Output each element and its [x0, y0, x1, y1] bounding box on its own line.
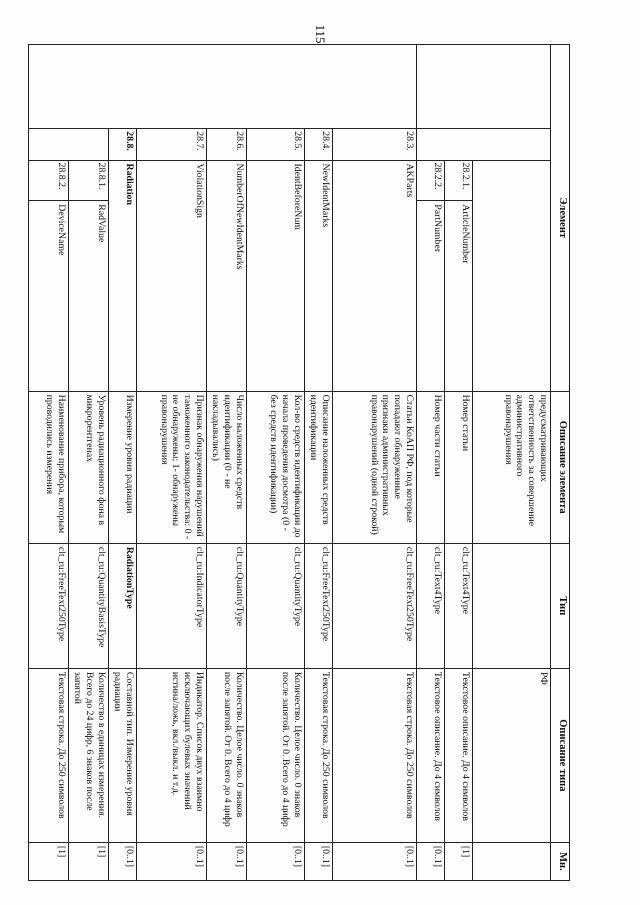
description-cell: Число наложенных средств идентификации (0 - не накладывались): [207, 391, 247, 543]
type-description-cell: Количество в единицах измерения. Всего до 24 цифр, 6 знаков после запятой: [69, 668, 109, 842]
table-row: [109, 45, 137, 881]
description-cell: Статьи КоАП РФ, под которые попадают обнаруженные признаки административных правонарушений (одной строкой): [333, 391, 417, 543]
type-cell: clt_ru:Text4Type: [445, 543, 473, 668]
element-name: PartNumber: [417, 201, 445, 391]
type-cell: clt_ru:QuantityType: [207, 543, 247, 668]
table-row: [445, 45, 473, 881]
element-name: NewIdentMarks: [305, 160, 333, 391]
multiplicity-cell: [0..1]: [137, 842, 207, 880]
page-number: 115: [313, 24, 328, 44]
type-description-cell: Текстовая строка. До 250 символов: [333, 668, 417, 842]
type-cell: clt_ru:QuantityBasisType: [69, 543, 109, 668]
element-number: 28.2.1.: [445, 160, 473, 201]
element-number: 28.2.2.: [417, 160, 445, 201]
element-name: AKParts: [333, 160, 417, 391]
type-description-cell: Текстовое описание. До 4 символов: [445, 668, 473, 842]
multiplicity-cell: [0..1]: [333, 842, 417, 880]
indent-cell: [417, 129, 551, 160]
description-cell: предусматривающих ответственность за совершение административного правонарушения: [473, 391, 551, 543]
type-cell: clt_ru:IndicatorType: [137, 543, 207, 668]
type-description-cell: Количество. Целое число. 0 знаков после запятой. От 0. Всего до 4 цифр: [207, 668, 247, 842]
element-number: 28.5.: [247, 129, 305, 160]
rotated-table-wrapper: [45, 44, 570, 881]
table-row: [29, 45, 69, 881]
description-cell: Измерение уровня радиации: [109, 391, 137, 543]
table-row: [473, 45, 551, 881]
table-row: [305, 45, 333, 881]
type-description-cell: Количество. Целое число. 0 знаков после запятой. От 0. Всего до 4 цифр: [247, 668, 305, 842]
type-cell: [473, 543, 551, 668]
table-row: [333, 45, 417, 881]
type-description-cell: Индикатор. Список двух взаимно исключающих булевых значений истина/ложь, вкл./выкл. и т.д.: [137, 668, 207, 842]
indent-cell: [29, 45, 417, 129]
element-name: RadValue: [69, 201, 109, 391]
description-cell: Наименование прибора, которым проводились измерения: [29, 391, 69, 543]
header-type: Тип: [551, 543, 570, 668]
element-name: DeviceName: [29, 201, 69, 391]
table-header-row: [551, 45, 570, 881]
header-multiplicity: Мн.: [551, 842, 570, 880]
indent-cell: [29, 129, 109, 160]
type-description-cell: Текстовая строка. До 250 символов: [29, 668, 69, 842]
element-name: ArticleNumber: [445, 201, 473, 391]
table-row: [69, 45, 109, 881]
indent-cell: [417, 45, 551, 129]
description-cell: Признак обнаружения нарушений таможенного законодательства: 0 - не обнаружены; 1- обнаружены правонарушения: [137, 391, 207, 543]
element-number: 28.6.: [207, 129, 247, 160]
element-number: 28.3.: [333, 129, 417, 160]
type-description-cell: Текстовая строка. До 250 символов: [305, 668, 333, 842]
multiplicity-cell: [0..1]: [207, 842, 247, 880]
multiplicity-cell: [0..1]: [305, 842, 333, 880]
type-cell: clt_ru:FreeText250Type: [333, 543, 417, 668]
type-description-cell: Текстовое описание. До 4 символов: [417, 668, 445, 842]
element-number: 28.8.: [109, 129, 137, 160]
multiplicity-cell: [0..1]: [109, 842, 137, 880]
description-cell: Уровень радиационного фона в микрорентгенах: [69, 391, 109, 543]
type-description-cell: РФ: [473, 668, 551, 842]
description-cell: Номер статьи: [445, 391, 473, 543]
element-number: 28.8.2.: [29, 160, 69, 201]
element-name: ViolationSign: [137, 160, 207, 391]
multiplicity-cell: [1]: [29, 842, 69, 880]
table-row: [137, 45, 207, 881]
type-cell: clt_ru:Text4Type: [417, 543, 445, 668]
table-row: [207, 45, 247, 881]
multiplicity-cell: [0..1]: [247, 842, 305, 880]
type-cell: RadiationType: [109, 543, 137, 668]
description-cell: Описание наложенных средств идентификации: [305, 391, 333, 543]
element-table: [28, 44, 570, 881]
description-cell: Номер части статьи: [417, 391, 445, 543]
element-name: NumberOfNewIdentMarks: [207, 160, 247, 391]
element-cell: [473, 160, 551, 391]
type-cell: clt_ru:FreeText250Type: [29, 543, 69, 668]
table-row: [417, 45, 445, 881]
type-cell: clt_ru:QuantityType: [247, 543, 305, 668]
multiplicity-cell: [1]: [445, 842, 473, 880]
description-cell: Кол-во средств идентификации до начала проведения досмотра (0 - без средств идентификации): [247, 391, 305, 543]
element-number: 28.4.: [305, 129, 333, 160]
element-number: 28.7.: [137, 129, 207, 160]
header-element: Элемент: [551, 45, 570, 392]
multiplicity-cell: [1]: [69, 842, 109, 880]
table-row: [247, 45, 305, 881]
multiplicity-cell: [0..1]: [417, 842, 445, 880]
header-type-description: Описание типа: [551, 668, 570, 842]
element-name: Radiation: [109, 160, 137, 391]
element-number: 28.8.1.: [69, 160, 109, 201]
header-description: Описание элемента: [551, 391, 570, 543]
multiplicity-cell: [473, 842, 551, 880]
type-description-cell: Составной тип. Измерение уровня радиации: [109, 668, 137, 842]
type-cell: clt_ru:FreeText250Type: [305, 543, 333, 668]
element-name: IdentBeforeNum: [247, 160, 305, 391]
